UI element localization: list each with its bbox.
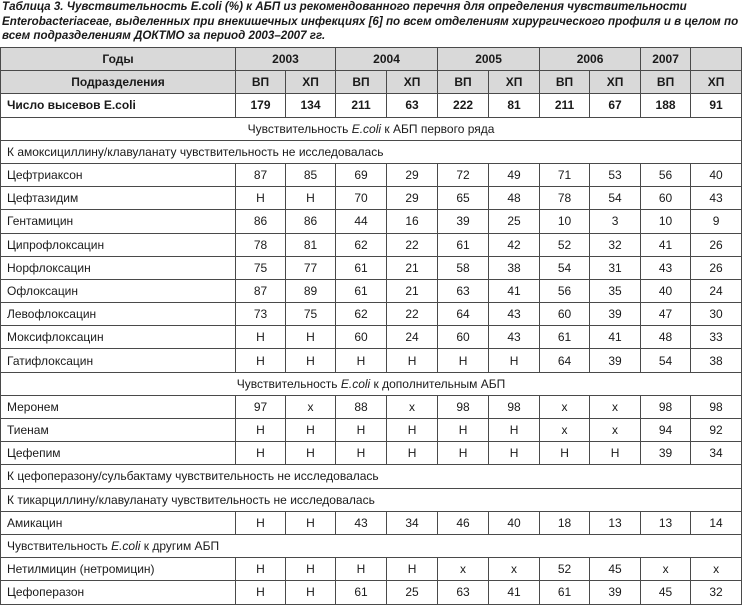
value-cell: 87	[236, 163, 286, 186]
value-cell: 60	[438, 326, 489, 349]
table-row	[1, 395, 742, 418]
value-cell: 60	[336, 326, 387, 349]
section-organism: E.coli	[351, 121, 382, 136]
value-cell: 9	[691, 210, 742, 233]
value-cell: Н	[489, 442, 540, 465]
value-cell: Н	[387, 419, 438, 442]
years-label: Годы	[1, 48, 236, 71]
value-cell: 52	[540, 558, 590, 581]
value-cell: 98	[641, 395, 691, 418]
caption-rest: (%) к АБП из рекомендованного перечня для определения чувствительности Enterobacteriaceae, выделенных при внекишечных инфекциях [6] по всем отделениям хирургического профиля и в целом по всем подразделениям ДОКТМО за период 2003–2007 гг.	[2, 0, 739, 43]
table-row	[1, 419, 742, 442]
value-cell: 32	[590, 233, 641, 256]
value-cell: х	[286, 395, 336, 418]
count-cell: 188	[641, 94, 691, 117]
value-cell: Н	[286, 442, 336, 465]
year-2007: 2007	[641, 48, 691, 71]
value-cell: 25	[489, 210, 540, 233]
value-cell: Н	[336, 442, 387, 465]
subcol: ХП	[489, 71, 540, 94]
note-cefoperazone-sulbactam: К цефоперазону/сульбактаму чувствительность не исследовалась	[1, 465, 742, 488]
value-cell: 10	[540, 210, 590, 233]
value-cell: 34	[387, 511, 438, 534]
value-cell: 43	[489, 303, 540, 326]
value-cell: 24	[387, 326, 438, 349]
value-cell: Н	[236, 558, 286, 581]
value-cell: 61	[540, 326, 590, 349]
value-cell: 89	[286, 279, 336, 302]
value-cell: 34	[691, 442, 742, 465]
drug-name: Моксифлоксацин	[1, 326, 236, 349]
table-row	[1, 279, 742, 302]
table-row	[1, 581, 742, 604]
value-cell: Н	[286, 581, 336, 604]
value-cell: Н	[236, 511, 286, 534]
value-cell: х	[641, 558, 691, 581]
group2-body	[1, 395, 742, 465]
value-cell: 49	[489, 163, 540, 186]
value-cell: 61	[336, 256, 387, 279]
value-cell: 43	[336, 511, 387, 534]
value-cell: 41	[489, 581, 540, 604]
value-cell: 56	[641, 163, 691, 186]
value-cell: 48	[641, 326, 691, 349]
value-cell: 21	[387, 279, 438, 302]
value-cell: Н	[438, 419, 489, 442]
caption-organism: E.coli	[190, 0, 222, 13]
value-cell: х	[540, 395, 590, 418]
value-cell: Н	[236, 442, 286, 465]
value-cell: 78	[236, 233, 286, 256]
value-cell: 77	[286, 256, 336, 279]
value-cell: 43	[691, 187, 742, 210]
value-cell: 39	[590, 303, 641, 326]
count-cell: 179	[236, 94, 286, 117]
group1-body	[1, 163, 742, 372]
value-cell: 64	[540, 349, 590, 372]
year-2007-spacer	[691, 48, 742, 71]
value-cell: х	[489, 558, 540, 581]
value-cell: Н	[286, 511, 336, 534]
value-cell: 71	[540, 163, 590, 186]
note-row	[1, 140, 742, 163]
value-cell: 61	[336, 279, 387, 302]
value-cell: 54	[641, 349, 691, 372]
section-row-first-line	[1, 117, 742, 140]
value-cell: Н	[286, 419, 336, 442]
value-cell: 40	[641, 279, 691, 302]
value-cell: Н	[540, 442, 590, 465]
value-cell: 75	[286, 303, 336, 326]
table-row	[1, 256, 742, 279]
drug-name: Гатифлоксацин	[1, 349, 236, 372]
value-cell: 26	[691, 233, 742, 256]
section-text: к другим АБП	[140, 539, 220, 554]
table-row	[1, 442, 742, 465]
value-cell: Н	[489, 349, 540, 372]
count-cell: 134	[286, 94, 336, 117]
years-header-row	[1, 48, 742, 71]
section-additional-abp	[1, 372, 742, 395]
subdiv-label: Подразделения	[1, 71, 236, 94]
count-cell: 211	[540, 94, 590, 117]
value-cell: 47	[641, 303, 691, 326]
value-cell: 31	[590, 256, 641, 279]
value-cell: 41	[590, 326, 641, 349]
value-cell: 97	[236, 395, 286, 418]
section-text: к дополнительным АБП	[370, 376, 506, 391]
drug-name: Цефтриаксон	[1, 163, 236, 186]
value-cell: 62	[336, 233, 387, 256]
value-cell: Н	[286, 187, 336, 210]
value-cell: 44	[336, 210, 387, 233]
value-cell: х	[438, 558, 489, 581]
counts-label: Число высевов E.coli	[1, 94, 236, 117]
value-cell: 69	[336, 163, 387, 186]
note-amoxiclav: К амоксициллину/клавуланату чувствительность не исследовалась	[1, 140, 742, 163]
value-cell: 98	[691, 395, 742, 418]
section-text: Чувствительность	[236, 376, 341, 391]
value-cell: 94	[641, 419, 691, 442]
value-cell: 61	[336, 581, 387, 604]
drug-name: Меронем	[1, 395, 236, 418]
value-cell: 22	[387, 303, 438, 326]
note-row	[1, 488, 742, 511]
value-cell: Н	[236, 581, 286, 604]
table-row	[1, 558, 742, 581]
subcol: ХП	[691, 71, 742, 94]
value-cell: Н	[286, 349, 336, 372]
value-cell: Н	[236, 187, 286, 210]
value-cell: 42	[489, 233, 540, 256]
value-cell: 43	[489, 326, 540, 349]
value-cell: 85	[286, 163, 336, 186]
table-row	[1, 233, 742, 256]
value-cell: 29	[387, 163, 438, 186]
subcol: ХП	[387, 71, 438, 94]
value-cell: Н	[387, 349, 438, 372]
drug-name: Цефтазидим	[1, 187, 236, 210]
drug-name: Левофлоксацин	[1, 303, 236, 326]
section-text: к АБП первого ряда	[381, 121, 495, 136]
subcol: ВП	[438, 71, 489, 94]
value-cell: 41	[641, 233, 691, 256]
value-cell: 39	[438, 210, 489, 233]
value-cell: 92	[691, 419, 742, 442]
caption-prefix: Таблица 3. Чувствительность	[2, 0, 191, 13]
counts-row	[1, 94, 742, 117]
table-row	[1, 187, 742, 210]
value-cell: 33	[691, 326, 742, 349]
susceptibility-table	[0, 47, 742, 605]
section-row-additional	[1, 372, 742, 395]
subcol: ХП	[590, 71, 641, 94]
value-cell: 86	[286, 210, 336, 233]
section-first-line-abp	[1, 117, 742, 140]
value-cell: 16	[387, 210, 438, 233]
value-cell: Н	[336, 558, 387, 581]
value-cell: Н	[590, 442, 641, 465]
table-row	[1, 511, 742, 534]
value-cell: 40	[691, 163, 742, 186]
subcol: ХП	[286, 71, 336, 94]
value-cell: 45	[641, 581, 691, 604]
amikacin-body	[1, 511, 742, 534]
year-2006: 2006	[540, 48, 641, 71]
value-cell: Н	[387, 442, 438, 465]
count-cell: 211	[336, 94, 387, 117]
value-cell: 61	[540, 581, 590, 604]
drug-name: Нетилмицин (нетромицин)	[1, 558, 236, 581]
year-2004: 2004	[336, 48, 438, 71]
value-cell: 60	[641, 187, 691, 210]
drug-name: Цефепим	[1, 442, 236, 465]
value-cell: 22	[387, 233, 438, 256]
value-cell: 26	[691, 256, 742, 279]
count-cell: 63	[387, 94, 438, 117]
value-cell: Н	[336, 349, 387, 372]
value-cell: 35	[590, 279, 641, 302]
subcol: ВП	[540, 71, 590, 94]
value-cell: 73	[236, 303, 286, 326]
value-cell: 39	[641, 442, 691, 465]
value-cell: 64	[438, 303, 489, 326]
value-cell: 81	[286, 233, 336, 256]
value-cell: Н	[438, 349, 489, 372]
value-cell: Н	[489, 419, 540, 442]
value-cell: 14	[691, 511, 742, 534]
table-row	[1, 210, 742, 233]
value-cell: Н	[236, 349, 286, 372]
value-cell: 39	[590, 349, 641, 372]
value-cell: 60	[540, 303, 590, 326]
value-cell: 43	[641, 256, 691, 279]
section-organism: E.coli	[340, 376, 371, 391]
value-cell: Н	[286, 326, 336, 349]
value-cell: 56	[540, 279, 590, 302]
value-cell: х	[691, 558, 742, 581]
table-row	[1, 163, 742, 186]
value-cell: Н	[236, 326, 286, 349]
section-other-abp	[1, 534, 742, 557]
count-cell: 222	[438, 94, 489, 117]
value-cell: 72	[438, 163, 489, 186]
value-cell: 87	[236, 279, 286, 302]
value-cell: х	[540, 419, 590, 442]
value-cell: 78	[540, 187, 590, 210]
value-cell: 21	[387, 256, 438, 279]
value-cell: 38	[489, 256, 540, 279]
drug-name: Офлоксацин	[1, 279, 236, 302]
value-cell: 18	[540, 511, 590, 534]
value-cell: Н	[286, 558, 336, 581]
year-2003: 2003	[236, 48, 336, 71]
value-cell: 41	[489, 279, 540, 302]
value-cell: 98	[489, 395, 540, 418]
table-row	[1, 349, 742, 372]
table-row	[1, 303, 742, 326]
drug-name: Норфлоксацин	[1, 256, 236, 279]
subcol: ВП	[641, 71, 691, 94]
value-cell: 3	[590, 210, 641, 233]
count-cell: 81	[489, 94, 540, 117]
value-cell: 75	[236, 256, 286, 279]
subdivision-header-row	[1, 71, 742, 94]
drug-name: Цефоперазон	[1, 581, 236, 604]
note-row	[1, 465, 742, 488]
value-cell: 13	[641, 511, 691, 534]
value-cell: 53	[590, 163, 641, 186]
value-cell: 24	[691, 279, 742, 302]
value-cell: 30	[691, 303, 742, 326]
value-cell: 13	[590, 511, 641, 534]
value-cell: 58	[438, 256, 489, 279]
value-cell: 45	[590, 558, 641, 581]
group3-body	[1, 558, 742, 604]
value-cell: 63	[438, 279, 489, 302]
value-cell: 61	[438, 233, 489, 256]
value-cell: 38	[691, 349, 742, 372]
value-cell: Н	[336, 419, 387, 442]
value-cell: 29	[387, 187, 438, 210]
subcol: ВП	[336, 71, 387, 94]
value-cell: х	[387, 395, 438, 418]
subcol: ВП	[236, 71, 286, 94]
section-text: Чувствительность	[247, 121, 352, 136]
value-cell: 48	[489, 187, 540, 210]
drug-name: Гентамицин	[1, 210, 236, 233]
value-cell: 86	[236, 210, 286, 233]
table-row	[1, 326, 742, 349]
value-cell: 52	[540, 233, 590, 256]
section-organism: E.coli	[111, 539, 141, 554]
value-cell: х	[590, 419, 641, 442]
value-cell: 54	[590, 187, 641, 210]
value-cell: 10	[641, 210, 691, 233]
value-cell: 25	[387, 581, 438, 604]
value-cell: 32	[691, 581, 742, 604]
drug-name: Тиенам	[1, 419, 236, 442]
value-cell: 40	[489, 511, 540, 534]
note-row	[1, 534, 742, 557]
value-cell: 39	[590, 581, 641, 604]
value-cell: 62	[336, 303, 387, 326]
drug-name: Амикацин	[1, 511, 236, 534]
count-cell: 91	[691, 94, 742, 117]
value-cell: 70	[336, 187, 387, 210]
value-cell: 88	[336, 395, 387, 418]
table-caption	[2, 0, 740, 44]
value-cell: Н	[438, 442, 489, 465]
value-cell: 63	[438, 581, 489, 604]
value-cell: 46	[438, 511, 489, 534]
value-cell: Н	[236, 419, 286, 442]
value-cell: 54	[540, 256, 590, 279]
value-cell: х	[590, 395, 641, 418]
note-ticarcillin-clavulanate: К тикарциллину/клавуланату чувствительность не исследовалась	[1, 488, 742, 511]
section-text: Чувствительность	[7, 539, 112, 554]
value-cell: 98	[438, 395, 489, 418]
count-cell: 67	[590, 94, 641, 117]
value-cell: Н	[387, 558, 438, 581]
drug-name: Ципрофлоксацин	[1, 233, 236, 256]
value-cell: 65	[438, 187, 489, 210]
year-2005: 2005	[438, 48, 540, 71]
